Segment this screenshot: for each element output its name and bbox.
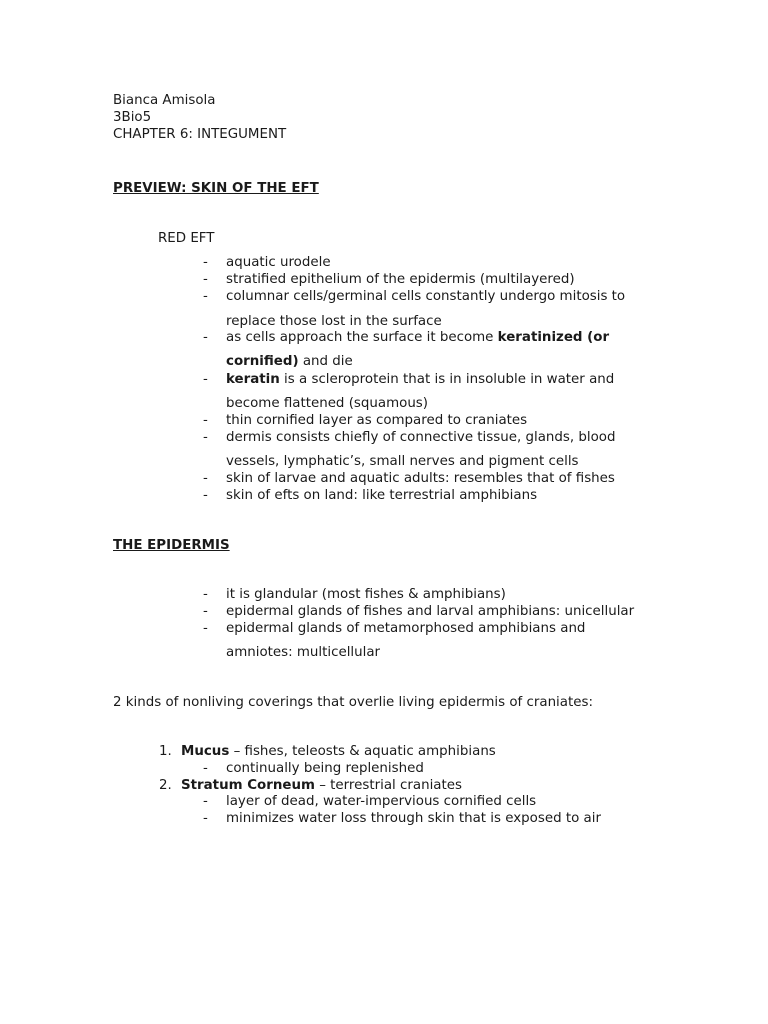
preview-bullet-4-line-2 [226, 353, 353, 370]
bullet-marker: - [203, 811, 208, 826]
bullet-marker: - [203, 413, 208, 428]
mucus-description: – fishes, teleosts & aquatic amphibians [229, 744, 496, 759]
preview-bullet-9: skin of efts on land: like terrestrial amphibians [226, 488, 538, 503]
stratum-corneum-item [181, 777, 462, 794]
preview-bullet-3-line-1: columnar cells/germinal cells constantly undergo mitosis to [226, 289, 626, 304]
preview-bullet-6: thin cornified layer as compared to craniates [226, 413, 528, 428]
bullet-marker: - [203, 272, 208, 287]
bullet-marker: - [203, 289, 208, 304]
preview-bullet-4-text-end: and die [298, 354, 353, 369]
bullet-marker: - [203, 330, 208, 345]
bullet-marker: - [203, 604, 208, 619]
bullet-marker: - [203, 794, 208, 809]
preview-bullet-1: aquatic urodele [226, 255, 331, 270]
preview-heading: PREVIEW: SKIN OF THE EFT [113, 181, 319, 196]
preview-bullet-8: skin of larvae and aquatic adults: resembles that of fishes [226, 471, 615, 486]
preview-bullet-2: stratified epithelium of the epidermis (multilayered) [226, 272, 575, 287]
stratum-corneum-sub-bullet-2: minimizes water loss through skin that is exposed to air [226, 811, 601, 826]
class-code: 3Bio5 [113, 110, 152, 125]
preview-bullet-4-text: as cells approach the surface it become [226, 330, 498, 345]
mucus-item [181, 743, 496, 760]
epidermis-bullet-2: epidermal glands of fishes and larval amphibians: unicellular [226, 604, 635, 619]
mucus-term: Mucus [181, 744, 230, 759]
bullet-marker: - [203, 488, 208, 503]
keratin-term: keratin [226, 372, 280, 387]
preview-bullet-5-line-2: become flattened (squamous) [226, 396, 429, 411]
epidermis-bullet-1: it is glandular (most fishes & amphibians) [226, 587, 506, 602]
preview-bullet-7-line-2: vessels, lymphatic’s, small nerves and pigment cells [226, 454, 579, 469]
coverings-intro: 2 kinds of nonliving coverings that overlie living epidermis of craniates: [113, 695, 593, 710]
bullet-marker: - [203, 372, 208, 387]
bullet-marker: - [203, 430, 208, 445]
cornified-term: cornified) [226, 354, 299, 369]
mucus-sub-bullet-1: continually being replenished [226, 761, 424, 776]
author-name: Bianca Amisola [113, 93, 216, 108]
preview-bullet-3-line-2: replace those lost in the surface [226, 314, 442, 329]
bullet-marker: - [203, 621, 208, 636]
epidermis-bullet-3-line-1: epidermal glands of metamorphosed amphibians and [226, 621, 586, 636]
keratinized-term: keratinized (or [497, 330, 610, 345]
epidermis-bullet-3-line-2: amniotes: multicellular [226, 645, 381, 660]
red-eft-subheading: RED EFT [158, 231, 215, 246]
stratum-corneum-description: – terrestrial craniates [314, 778, 462, 793]
stratum-corneum-sub-bullet-1: layer of dead, water-impervious cornified cells [226, 794, 537, 809]
list-number-1: 1. [159, 744, 172, 759]
bullet-marker: - [203, 471, 208, 486]
list-number-2: 2. [159, 778, 172, 793]
epidermis-heading: THE EPIDERMIS [113, 538, 230, 553]
stratum-corneum-term: Stratum Corneum [181, 778, 315, 793]
preview-bullet-5-text: is a scleroprotein that is in insoluble in water and [279, 372, 615, 387]
preview-bullet-7-line-1: dermis consists chiefly of connective tissue, glands, blood [226, 430, 616, 445]
preview-bullet-4-line-1 [226, 329, 609, 346]
chapter-title: CHAPTER 6: INTEGUMENT [113, 127, 287, 142]
bullet-marker: - [203, 587, 208, 602]
bullet-marker: - [203, 761, 208, 776]
bullet-marker: - [203, 255, 208, 270]
preview-bullet-5-line-1 [226, 371, 614, 388]
